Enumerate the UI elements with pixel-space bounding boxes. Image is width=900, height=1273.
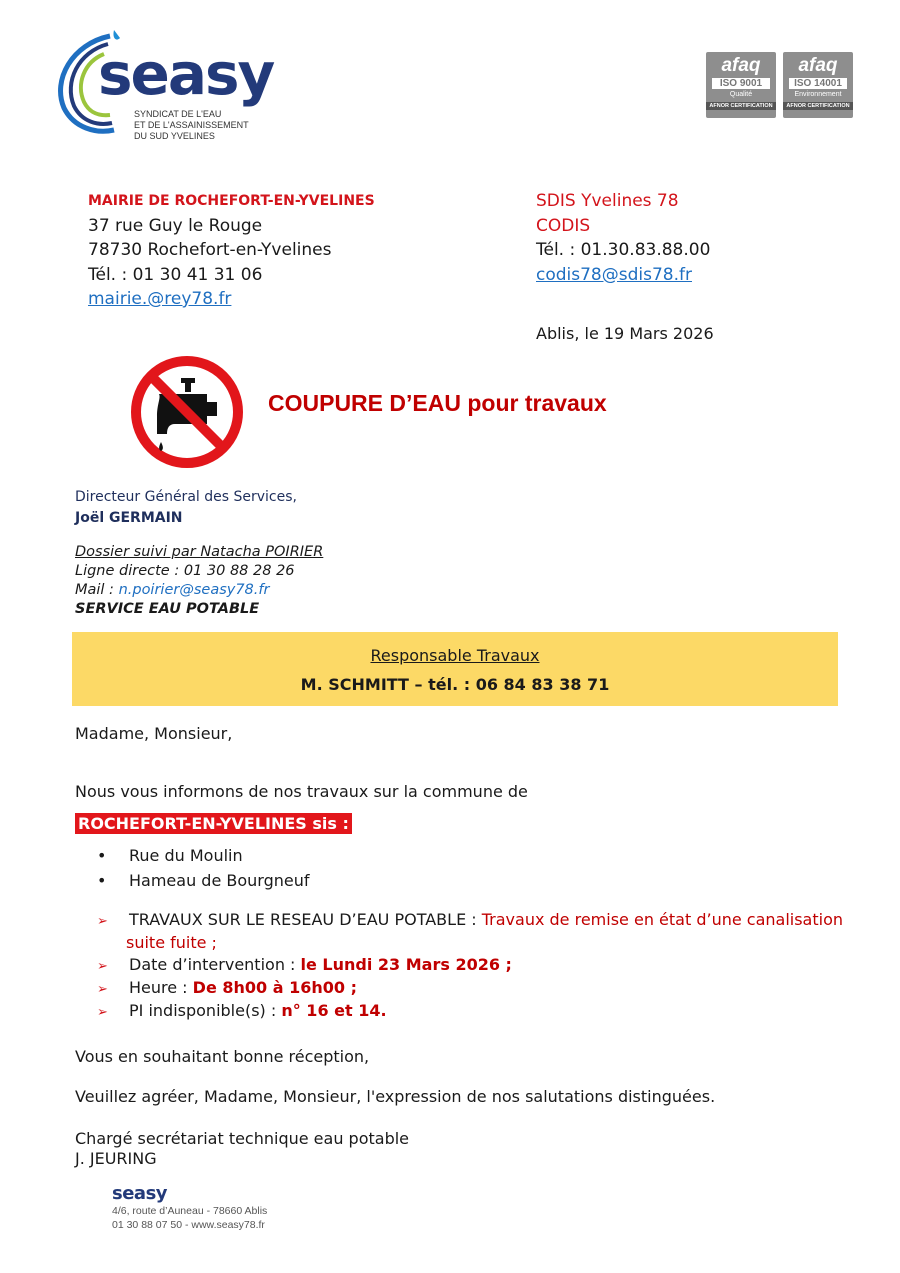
mairie-address-line2: 78730 Rochefort-en-Yvelines — [88, 240, 332, 260]
dossier-service: SERVICE EAU POTABLE — [75, 601, 260, 617]
arrow-bullet-icon: ➢ — [97, 982, 108, 997]
work-item: ➢ Heure : De 8h00 à 16h00 ; — [97, 978, 357, 997]
signer-name: J. JEURING — [75, 1149, 157, 1168]
intro-text: Nous vous informons de nos travaux sur la commune de — [75, 782, 528, 801]
mairie-address-block — [88, 189, 375, 312]
sdis-address-block — [536, 189, 710, 287]
footer-contact: 01 30 88 07 50 - www.seasy78.fr — [112, 1219, 265, 1231]
work-item: ➢ Date d’intervention : le Lundi 23 Mars 2026 ; — [97, 955, 512, 974]
letter-date: Ablis, le 19 Mars 2026 — [536, 324, 714, 343]
afaq-iso9001-badge: afaq ISO 9001 Qualité AFNOR CERTIFICATION — [706, 52, 776, 118]
dossier-followed-by: Dossier suivi par Natacha POIRIER — [75, 544, 324, 560]
page-title: COUPURE D’EAU pour travaux — [268, 390, 607, 416]
dossier-block — [75, 543, 323, 619]
dossier-direct-line: Ligne directe : 01 30 88 28 26 — [75, 563, 295, 579]
sdis-name: SDIS Yvelines 78 — [536, 191, 679, 211]
mairie-address-line1: 37 rue Guy le Rouge — [88, 215, 263, 236]
footer-address: 4/6, route d’Auneau - 78660 Ablis — [112, 1205, 268, 1217]
signer-role: Chargé secrétariat technique eau potable — [75, 1129, 410, 1148]
responsable-box — [72, 632, 838, 706]
dossier-mail-link[interactable]: n.poirier@seasy78.fr — [118, 582, 270, 598]
arrow-bullet-icon: ➢ — [97, 914, 108, 929]
work-item-continuation: suite fuite ; — [126, 933, 217, 952]
list-item: • Rue du Moulin — [97, 846, 243, 865]
closing-line-1: Vous en souhaitant bonne réception, — [75, 1047, 370, 1066]
recipient-block — [75, 487, 297, 529]
arrow-bullet-icon: ➢ — [97, 959, 108, 974]
sdis-email-link[interactable]: codis78@sdis78.fr — [536, 264, 692, 285]
commune-highlight: ROCHEFORT-EN-YVELINES sis : — [75, 813, 352, 834]
mairie-phone: Tél. : 01 30 41 31 06 — [88, 264, 263, 285]
work-item: ➢ PI indisponible(s) : n° 16 et 14. — [97, 1001, 387, 1020]
arrow-bullet-icon: ➢ — [97, 1005, 108, 1020]
mairie-title: MAIRIE DE ROCHEFORT-EN-YVELINES — [88, 193, 375, 209]
responsable-title: Responsable Travaux — [370, 646, 540, 665]
mairie-email-link[interactable]: mairie.@rey78.fr — [88, 289, 232, 309]
no-water-tap-icon — [129, 354, 245, 470]
greeting: Madame, Monsieur, — [75, 724, 233, 743]
list-item: • Hameau de Bourgneuf — [97, 871, 310, 890]
logo-wordmark: seasy — [98, 40, 274, 108]
dossier-mail: Mail : n.poirier@seasy78.fr — [75, 582, 270, 598]
recipient-role: Directeur Général des Services, — [75, 489, 297, 505]
footer-wordmark: seasy — [112, 1183, 168, 1204]
recipient-name: Joël GERMAIN — [75, 510, 183, 526]
afaq-iso14001-badge: afaq ISO 14001 Environnement AFNOR CERTIFICATION — [783, 52, 853, 118]
sdis-phone: Tél. : 01.30.83.88.00 — [536, 240, 711, 260]
closing-line-2: Veuillez agréer, Madame, Monsieur, l'expression de nos salutations distinguées. — [75, 1087, 716, 1106]
logo-subtitle: SYNDICAT DE L'EAU ET DE L'ASSAINISSEMENT DU SUD YVELINES — [134, 109, 249, 141]
footer — [112, 1183, 267, 1232]
work-item: ➢ TRAVAUX SUR LE RESEAU D’EAU POTABLE : Travaux de remise en état d’une canalisation — [97, 910, 844, 929]
responsable-name: M. SCHMITT – tél. : 06 84 83 38 71 — [300, 675, 610, 694]
sdis-unit: CODIS — [536, 215, 591, 236]
